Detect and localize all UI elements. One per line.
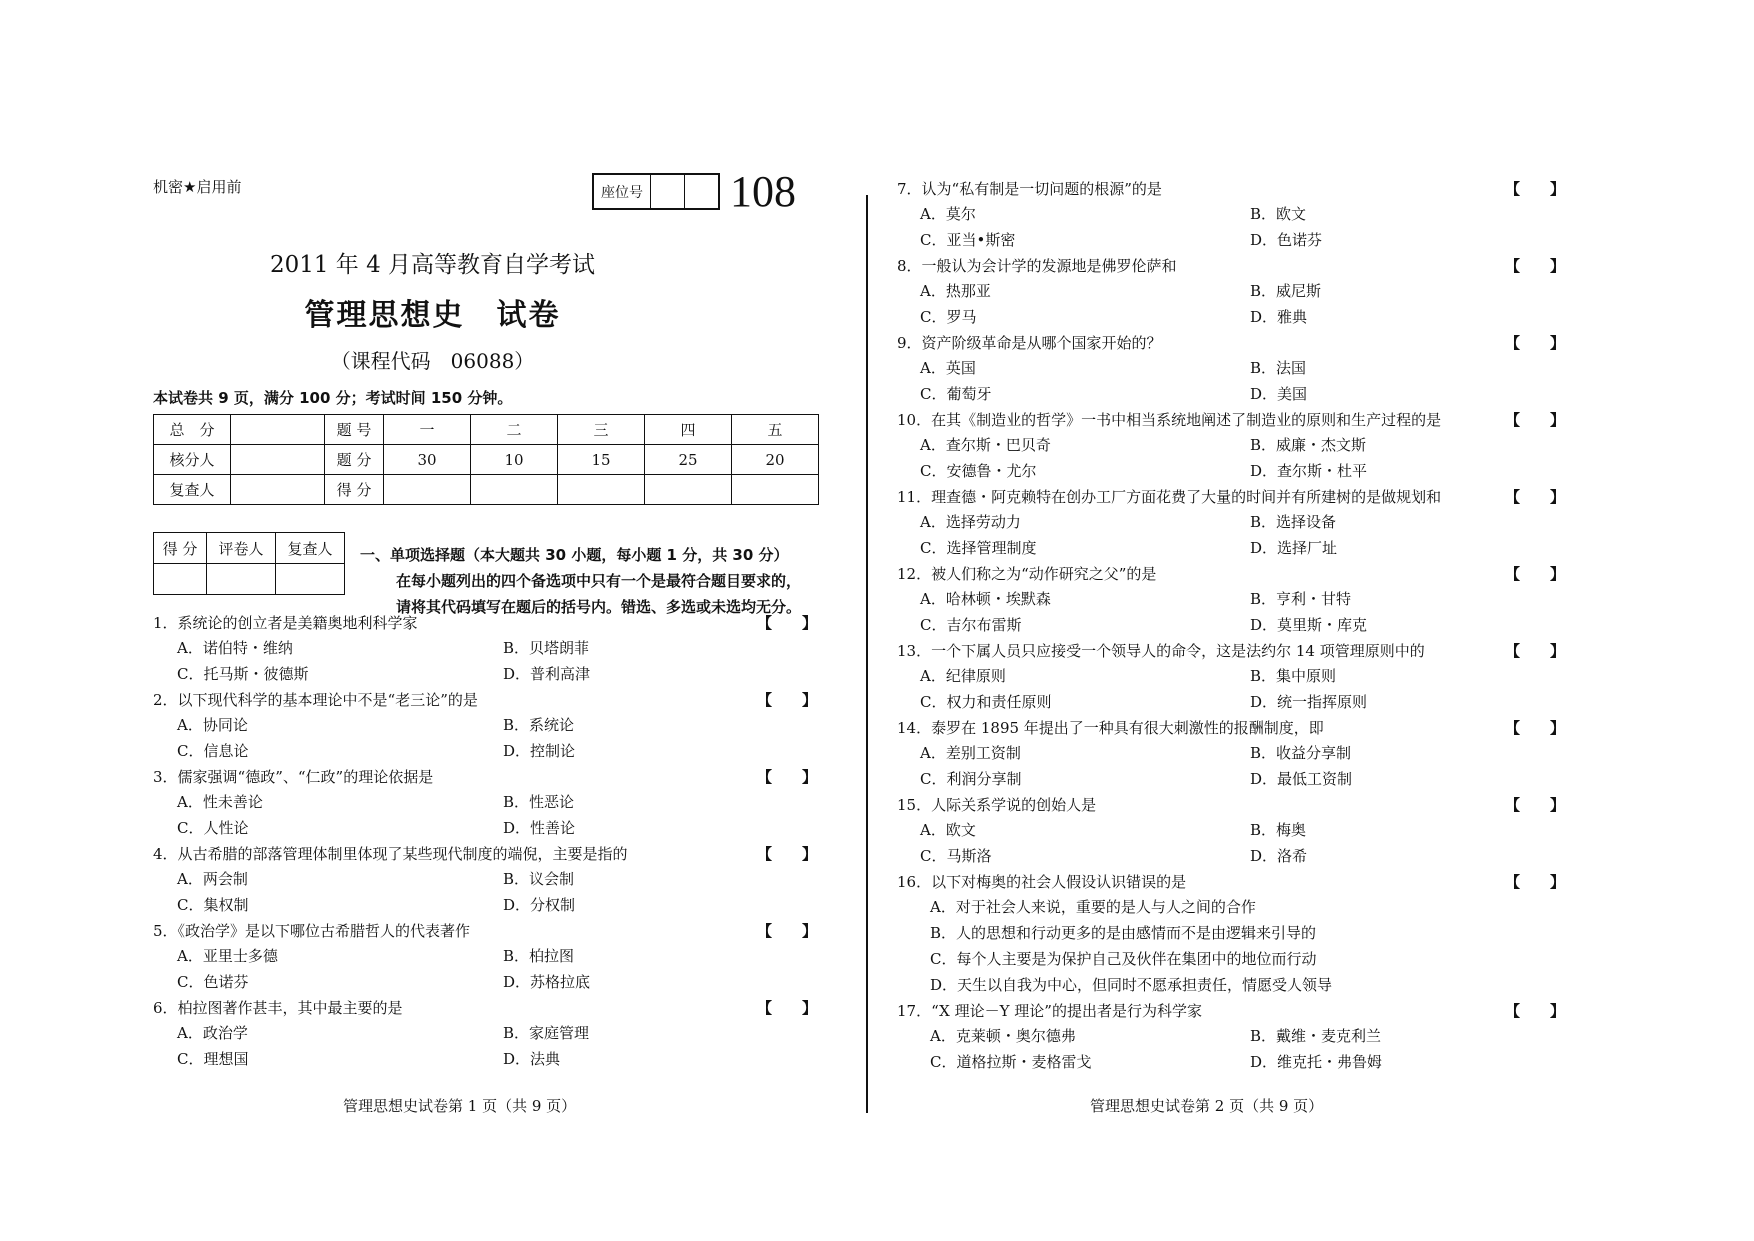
page-divider [866, 195, 868, 1113]
option: C．利润分享制 [920, 770, 1022, 788]
option: D．苏格拉底 [503, 973, 591, 991]
option: D．维克托・弗鲁姆 [1250, 1053, 1383, 1071]
option: D．最低工资制 [1250, 770, 1353, 788]
option: D．普利高津 [503, 665, 591, 683]
score-cell: 10 [471, 445, 558, 475]
score-cell [645, 475, 732, 505]
answer-bracket: 【 】 [1505, 257, 1566, 275]
option: C．安德鲁・尤尔 [920, 462, 1037, 480]
seat-label: 座位号 [594, 175, 651, 208]
question-stem: 17．“X 理论－Y 理论”的提出者是行为科学家 [897, 1002, 1202, 1020]
option: B．选择设备 [1250, 513, 1337, 531]
footer-left: 管理思想史试卷第 1 页（共 9 页） [343, 1097, 577, 1115]
answer-bracket: 【 】 [1505, 411, 1566, 429]
option: B．人的思想和行动更多的是由感情而不是由逻辑来引导的 [930, 924, 1317, 942]
grader-header: 得 分 [154, 533, 207, 564]
option: B．议会制 [503, 870, 575, 888]
score-cell: 题 号 [325, 415, 384, 445]
score-cell [558, 475, 645, 505]
option: A．哈林顿・埃默森 [920, 590, 1051, 608]
subject-title: 管理思想史 试卷 [304, 298, 561, 333]
answer-bracket: 【 】 [757, 845, 818, 863]
option: C．道格拉斯・麦格雷戈 [930, 1053, 1092, 1071]
option: D．天生以自我为中心，但同时不愿承担责任，情愿受人领导 [930, 976, 1333, 994]
option: A．英国 [920, 359, 976, 377]
seat-box [592, 173, 720, 210]
answer-bracket: 【 】 [1505, 180, 1566, 198]
option: C．葡萄牙 [920, 385, 992, 403]
question-stem: 13．一个下属人员只应接受一个领导人的命令，这是法约尔 14 项管理原则中的 [897, 642, 1425, 660]
question-stem: 8．一般认为会计学的发源地是佛罗伦萨和 [897, 257, 1177, 275]
option: A．纪律原则 [920, 667, 1006, 685]
score-cell: 三 [558, 415, 645, 445]
option: C．信息论 [177, 742, 249, 760]
grader-header: 评卷人 [207, 533, 276, 564]
option: B．系统论 [503, 716, 575, 734]
confidential-label: 机密★启用前 [153, 178, 242, 196]
score-cell: 30 [384, 445, 471, 475]
option: C．理想国 [177, 1050, 249, 1068]
option: B．欧文 [1250, 205, 1307, 223]
grader-table [153, 532, 345, 595]
section-title: 一、单项选择题（本大题共 30 小题，每小题 1 分，共 30 分） [360, 546, 789, 564]
question-stem: 16．以下对梅奥的社会人假设认识错误的是 [897, 873, 1187, 891]
question-stem: 9．资产阶级革命是从哪个国家开始的？ [897, 334, 1162, 352]
option: A．查尔斯・巴贝奇 [920, 436, 1051, 454]
score-cell: 25 [645, 445, 732, 475]
option: A．莫尔 [920, 205, 976, 223]
exam-info: 本试卷共 9 页，满分 100 分；考试时间 150 分钟。 [153, 389, 513, 407]
answer-bracket: 【 】 [757, 691, 818, 709]
question-stem: 7．认为“私有制是一切问题的根源”的是 [897, 180, 1162, 198]
option: A．性未善论 [177, 793, 263, 811]
option: B．法国 [1250, 359, 1307, 377]
question-stem: 2．以下现代科学的基本理论中不是“老三论”的是 [153, 691, 478, 709]
option: C．罗马 [920, 308, 977, 326]
score-cell [231, 475, 325, 505]
option: A．对于社会人来说，重要的是人与人之间的合作 [930, 898, 1256, 916]
question-stem: 5．《政治学》是以下哪位古希腊哲人的代表著作 [153, 922, 471, 940]
score-cell: 复查人 [154, 475, 231, 505]
answer-bracket: 【 】 [1505, 334, 1566, 352]
answer-bracket: 【 】 [757, 614, 818, 632]
option: A．热那亚 [920, 282, 991, 300]
score-cell [471, 475, 558, 505]
option: D．控制论 [503, 742, 576, 760]
seat-cell [651, 175, 685, 208]
answer-bracket: 【 】 [757, 999, 818, 1017]
exam-title: 2011 年 4 月高等教育自学考试 [269, 252, 596, 278]
option: D．法典 [503, 1050, 561, 1068]
answer-bracket: 【 】 [1505, 796, 1566, 814]
option: C．色诺芬 [177, 973, 249, 991]
question-stem: 3．儒家强调“德政”、“仁政”的理论依据是 [153, 768, 434, 786]
option: C．马斯洛 [920, 847, 992, 865]
footer-right: 管理思想史试卷第 2 页（共 9 页） [1090, 1097, 1324, 1115]
option: C．托马斯・彼德斯 [177, 665, 309, 683]
score-cell: 总 分 [154, 415, 231, 445]
question-stem: 12．被人们称之为“动作研究之父”的是 [897, 565, 1157, 583]
option: C．集权制 [177, 896, 249, 914]
answer-bracket: 【 】 [1505, 719, 1566, 737]
question-stem: 4．从古希腊的部落管理体制里体现了某些现代制度的端倪，主要是指的 [153, 845, 628, 863]
grader-header: 复查人 [276, 533, 345, 564]
option: A．诺伯特・维纳 [177, 639, 293, 657]
score-cell: 四 [645, 415, 732, 445]
option: C．每个人主要是为保护自己及伙伴在集团中的地位而行动 [930, 950, 1317, 968]
answer-bracket: 【 】 [1505, 1002, 1566, 1020]
option: D．统一指挥原则 [1250, 693, 1368, 711]
answer-bracket: 【 】 [1505, 488, 1566, 506]
option: D．洛希 [1250, 847, 1308, 865]
section-instruction: 请将其代码填写在题后的括号内。错选、多选或未选均无分。 [396, 598, 802, 616]
question-stem: 14．泰罗在 1895 年提出了一种具有很大刺激性的报酬制度，即 [897, 719, 1324, 737]
score-cell [384, 475, 471, 505]
section-heading [360, 542, 830, 620]
option: A．亚里士多德 [177, 947, 278, 965]
answer-bracket: 【 】 [1505, 642, 1566, 660]
answer-bracket: 【 】 [1505, 565, 1566, 583]
score-cell: 二 [471, 415, 558, 445]
grader-cell [207, 564, 276, 595]
option: B．性恶论 [503, 793, 575, 811]
score-cell [231, 445, 325, 475]
option: D．莫里斯・库克 [1250, 616, 1368, 634]
option: C．选择管理制度 [920, 539, 1037, 557]
answer-bracket: 【 】 [1505, 873, 1566, 891]
option: D．色诺芬 [1250, 231, 1323, 249]
option: C．吉尔布雷斯 [920, 616, 1022, 634]
option: B．戴维・麦克利兰 [1250, 1027, 1382, 1045]
grader-cell [276, 564, 345, 595]
option: D．雅典 [1250, 308, 1308, 326]
option: A．政治学 [177, 1024, 248, 1042]
score-cell: 核分人 [154, 445, 231, 475]
option: B．集中原则 [1250, 667, 1337, 685]
grader-cell [154, 564, 207, 595]
seat-cell [685, 175, 718, 208]
option: B．柏拉图 [503, 947, 575, 965]
option: B．贝塔朗菲 [503, 639, 590, 657]
option: B．亨利・甘特 [1250, 590, 1352, 608]
option: A．两会制 [177, 870, 248, 888]
option: A．差别工资制 [920, 744, 1021, 762]
option: B．威尼斯 [1250, 282, 1322, 300]
question-stem: 11．理查德・阿克赖特在创办工厂方面花费了大量的时间并有所建树的是做规划和 [897, 488, 1442, 506]
option: D．性善论 [503, 819, 576, 837]
option: C．亚当•斯密 [920, 231, 1016, 249]
question-stem: 10．在其《制造业的哲学》一书中相当系统地阐述了制造业的原则和生产过程的是 [897, 411, 1442, 429]
course-code: （课程代码 06088） [330, 349, 535, 373]
option: D．美国 [1250, 385, 1308, 403]
option: D．查尔斯・杜平 [1250, 462, 1368, 480]
score-cell: 一 [384, 415, 471, 445]
section-instruction: 在每小题列出的四个备选项中只有一个是最符合题目要求的， [396, 572, 802, 590]
option: A．欧文 [920, 821, 976, 839]
option: B．威廉・杰文斯 [1250, 436, 1367, 454]
score-table [153, 414, 819, 505]
option: A．协同论 [177, 716, 248, 734]
option: D．分权制 [503, 896, 576, 914]
seat-number: 108 [730, 167, 796, 216]
score-cell: 题 分 [325, 445, 384, 475]
score-cell: 五 [732, 415, 819, 445]
option: B．梅奥 [1250, 821, 1307, 839]
score-cell: 20 [732, 445, 819, 475]
option: C．权力和责任原则 [920, 693, 1052, 711]
option: B．收益分享制 [1250, 744, 1352, 762]
answer-bracket: 【 】 [757, 768, 818, 786]
answer-bracket: 【 】 [757, 922, 818, 940]
option: D．选择厂址 [1250, 539, 1338, 557]
question-stem: 6．柏拉图著作甚丰，其中最主要的是 [153, 999, 403, 1017]
score-cell: 得 分 [325, 475, 384, 505]
score-cell [732, 475, 819, 505]
score-cell: 15 [558, 445, 645, 475]
option: C．人性论 [177, 819, 249, 837]
option: A．克莱顿・奥尔德弗 [930, 1027, 1076, 1045]
question-stem: 1．系统论的创立者是美籍奥地利科学家 [153, 614, 418, 632]
score-cell [231, 415, 325, 445]
option: A．选择劳动力 [920, 513, 1021, 531]
option: B．家庭管理 [503, 1024, 590, 1042]
question-stem: 15．人际关系学说的创始人是 [897, 796, 1097, 814]
